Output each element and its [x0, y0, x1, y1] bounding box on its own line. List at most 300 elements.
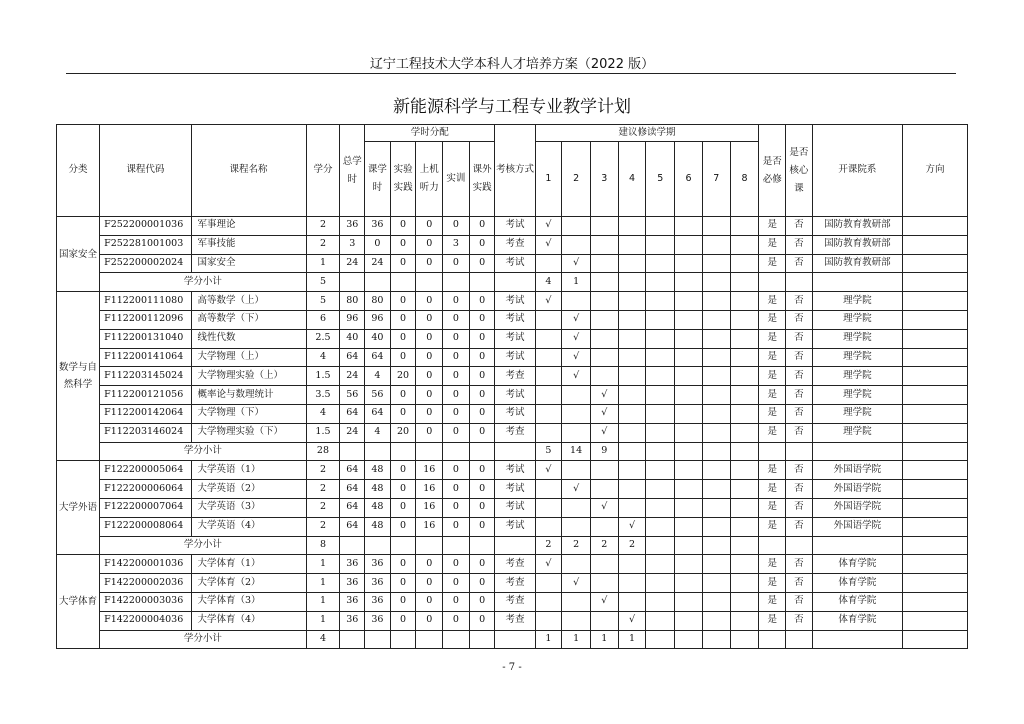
course-lecture: 0 [365, 235, 391, 254]
course-exam: 考试 [495, 480, 535, 499]
subtotal-empty [469, 536, 495, 555]
course-required: 是 [759, 292, 786, 311]
course-name: 大学英语（3） [191, 498, 306, 517]
semester-mark [562, 555, 591, 574]
semester-mark [646, 404, 675, 423]
semester-mark [562, 386, 591, 405]
course-core: 否 [786, 367, 813, 386]
course-name: 大学体育（4） [191, 611, 306, 630]
table-row [57, 423, 968, 442]
col-training: 实训 [443, 142, 470, 217]
course-core: 否 [786, 517, 813, 536]
table-row [57, 461, 968, 480]
course-exp: 20 [390, 423, 416, 442]
course-exp: 0 [390, 386, 416, 405]
course-total: 24 [340, 254, 365, 273]
course-credit: 1 [306, 574, 340, 593]
course-lecture: 56 [365, 386, 391, 405]
semester-mark [646, 592, 675, 611]
subtotal-semester [675, 630, 703, 649]
subtotal-semester: 4 [535, 273, 562, 292]
semester-mark [702, 254, 730, 273]
course-train: 0 [443, 348, 470, 367]
course-exp: 0 [390, 329, 416, 348]
semester-mark [646, 498, 675, 517]
table-row [57, 329, 968, 348]
course-extra: 0 [469, 423, 495, 442]
subtotal-empty [495, 630, 535, 649]
course-total: 96 [340, 310, 365, 329]
course-comp: 0 [416, 423, 443, 442]
course-name: 大学英语（1） [191, 461, 306, 480]
course-core: 否 [786, 310, 813, 329]
table-row [57, 386, 968, 405]
course-train: 0 [443, 329, 470, 348]
subtotal-empty [443, 630, 470, 649]
semester-mark [646, 217, 675, 236]
subtotal-empty [416, 273, 443, 292]
semester-mark [535, 254, 562, 273]
course-credit: 1 [306, 592, 340, 611]
semester-mark [675, 555, 703, 574]
col-credit: 学分 [306, 125, 340, 217]
subtotal-empty [495, 442, 535, 461]
course-name: 线性代数 [191, 329, 306, 348]
semester-mark [646, 329, 675, 348]
course-comp: 0 [416, 555, 443, 574]
course-train: 0 [443, 461, 470, 480]
table-row [57, 480, 968, 499]
course-extra: 0 [469, 480, 495, 499]
course-required: 是 [759, 348, 786, 367]
course-code: F112200142064 [100, 404, 191, 423]
course-comp: 16 [416, 517, 443, 536]
subtotal-empty [786, 536, 813, 555]
semester-mark: √ [590, 404, 618, 423]
semester-mark [590, 254, 618, 273]
course-train: 3 [443, 235, 470, 254]
subtotal-semester [646, 442, 675, 461]
course-name: 大学体育（2） [191, 574, 306, 593]
semester-mark [590, 348, 618, 367]
course-extra: 0 [469, 592, 495, 611]
subtotal-empty [903, 630, 968, 649]
semester-mark [702, 423, 730, 442]
subtotal-semester [702, 273, 730, 292]
course-train: 0 [443, 498, 470, 517]
semester-mark: √ [562, 310, 591, 329]
course-name: 大学物理（上） [191, 348, 306, 367]
subtotal-semester [618, 442, 646, 461]
semester-mark [675, 498, 703, 517]
course-comp: 16 [416, 498, 443, 517]
subtotal-empty [469, 442, 495, 461]
semester-mark [618, 310, 646, 329]
course-comp: 0 [416, 574, 443, 593]
course-direction [903, 517, 968, 536]
subtotal-row [57, 630, 968, 649]
semester-mark [730, 348, 759, 367]
course-department: 外国语学院 [812, 461, 902, 480]
col-semester-2: 2 [562, 142, 591, 217]
semester-mark [702, 611, 730, 630]
course-name: 高等数学（上） [191, 292, 306, 311]
course-credit: 2 [306, 498, 340, 517]
course-required: 是 [759, 404, 786, 423]
semester-mark [590, 461, 618, 480]
document-header: 辽宁工程技术大学本科人才培养方案（2022 版） [369, 57, 655, 72]
course-lecture: 80 [365, 292, 391, 311]
course-total: 36 [340, 574, 365, 593]
course-exam: 考查 [495, 423, 535, 442]
semester-mark [675, 235, 703, 254]
semester-mark: √ [590, 498, 618, 517]
course-exp: 0 [390, 461, 416, 480]
course-department: 理学院 [812, 423, 902, 442]
semester-mark [702, 235, 730, 254]
course-required: 是 [759, 480, 786, 499]
course-exam: 考试 [495, 348, 535, 367]
col-required: 是否必修 [759, 125, 786, 217]
course-name: 大学体育（3） [191, 592, 306, 611]
course-train: 0 [443, 310, 470, 329]
course-code: F112200112096 [100, 310, 191, 329]
course-extra: 0 [469, 555, 495, 574]
course-name: 军事理论 [191, 217, 306, 236]
course-train: 0 [443, 611, 470, 630]
course-train: 0 [443, 574, 470, 593]
subtotal-empty [469, 630, 495, 649]
course-lecture: 48 [365, 461, 391, 480]
semester-mark [730, 292, 759, 311]
subtotal-empty [443, 442, 470, 461]
subtotal-semester [646, 536, 675, 555]
course-total: 40 [340, 329, 365, 348]
col-category: 分类 [57, 125, 100, 217]
semester-mark [702, 498, 730, 517]
course-name: 概率论与数理统计 [191, 386, 306, 405]
course-credit: 2 [306, 517, 340, 536]
col-semester-5: 5 [646, 142, 675, 217]
course-code: F252281001003 [100, 235, 191, 254]
semester-mark [590, 235, 618, 254]
semester-mark [675, 310, 703, 329]
course-core: 否 [786, 592, 813, 611]
col-core: 是否核心课 [786, 125, 813, 217]
teaching-plan-table [56, 124, 968, 649]
semester-mark [562, 423, 591, 442]
semester-mark [730, 461, 759, 480]
course-extra: 0 [469, 235, 495, 254]
semester-mark [618, 292, 646, 311]
table-row [57, 498, 968, 517]
table-row [57, 555, 968, 574]
col-department: 开课院系 [812, 125, 902, 217]
semester-mark [590, 367, 618, 386]
course-credit: 5 [306, 292, 340, 311]
subtotal-semester: 5 [535, 442, 562, 461]
subtotal-empty [365, 442, 391, 461]
subtotal-empty [340, 273, 365, 292]
course-core: 否 [786, 555, 813, 574]
course-code: F142200003036 [100, 592, 191, 611]
semester-mark [646, 461, 675, 480]
subtotal-semester [730, 273, 759, 292]
subtotal-semester: 1 [562, 273, 591, 292]
semester-mark: √ [618, 611, 646, 630]
subtotal-empty [469, 273, 495, 292]
col-code: 课程代码 [100, 125, 191, 217]
course-credit: 1 [306, 555, 340, 574]
col-semester-1: 1 [535, 142, 562, 217]
course-total: 36 [340, 217, 365, 236]
course-required: 是 [759, 235, 786, 254]
subtotal-empty [812, 536, 902, 555]
semester-mark [618, 498, 646, 517]
semester-mark [646, 423, 675, 442]
course-credit: 2.5 [306, 329, 340, 348]
semester-mark [675, 574, 703, 593]
semester-mark [590, 310, 618, 329]
course-lecture: 64 [365, 348, 391, 367]
subtotal-empty [812, 630, 902, 649]
course-exam: 考试 [495, 461, 535, 480]
col-semester-7: 7 [702, 142, 730, 217]
semester-mark [702, 574, 730, 593]
col-total-hours: 总学时 [340, 125, 365, 217]
semester-mark [646, 367, 675, 386]
subtotal-credit: 28 [306, 442, 340, 461]
semester-mark [618, 254, 646, 273]
course-extra: 0 [469, 461, 495, 480]
course-code: F122200008064 [100, 517, 191, 536]
course-credit: 4 [306, 404, 340, 423]
subtotal-credit: 5 [306, 273, 340, 292]
course-train: 0 [443, 217, 470, 236]
course-train: 0 [443, 480, 470, 499]
course-train: 0 [443, 254, 470, 273]
course-exp: 0 [390, 555, 416, 574]
table-row [57, 310, 968, 329]
course-exam: 考试 [495, 292, 535, 311]
course-department: 外国语学院 [812, 517, 902, 536]
course-exp: 0 [390, 498, 416, 517]
table-row [57, 404, 968, 423]
table-body [57, 217, 968, 649]
course-direction [903, 310, 968, 329]
course-extra: 0 [469, 517, 495, 536]
course-exam: 考查 [495, 235, 535, 254]
subtotal-credit: 4 [306, 630, 340, 649]
semester-mark [730, 386, 759, 405]
semester-mark [618, 386, 646, 405]
course-extra: 0 [469, 348, 495, 367]
course-lecture: 64 [365, 404, 391, 423]
course-direction [903, 254, 968, 273]
course-department: 外国语学院 [812, 498, 902, 517]
course-required: 是 [759, 329, 786, 348]
course-lecture: 24 [365, 254, 391, 273]
course-core: 否 [786, 574, 813, 593]
semester-mark [618, 329, 646, 348]
course-required: 是 [759, 555, 786, 574]
course-total: 64 [340, 348, 365, 367]
subtotal-empty [812, 442, 902, 461]
course-direction [903, 386, 968, 405]
course-comp: 0 [416, 329, 443, 348]
course-exam: 考查 [495, 611, 535, 630]
semester-mark [702, 386, 730, 405]
semester-mark [590, 517, 618, 536]
course-department: 外国语学院 [812, 480, 902, 499]
course-exp: 0 [390, 611, 416, 630]
semester-mark [675, 329, 703, 348]
course-code: F252200002024 [100, 254, 191, 273]
subtotal-semester [730, 536, 759, 555]
course-lecture: 36 [365, 574, 391, 593]
semester-mark [618, 217, 646, 236]
course-exp: 0 [390, 404, 416, 423]
semester-mark [535, 329, 562, 348]
subtotal-empty [443, 273, 470, 292]
course-exam: 考试 [495, 404, 535, 423]
semester-mark [730, 517, 759, 536]
course-code: F252200001036 [100, 217, 191, 236]
course-department: 理学院 [812, 348, 902, 367]
course-exam: 考试 [495, 498, 535, 517]
semester-mark [730, 423, 759, 442]
subtotal-semester [675, 442, 703, 461]
course-required: 是 [759, 310, 786, 329]
course-direction [903, 348, 968, 367]
semester-mark [730, 254, 759, 273]
table-row [57, 292, 968, 311]
semester-mark [618, 461, 646, 480]
course-total: 36 [340, 611, 365, 630]
course-direction [903, 367, 968, 386]
course-comp: 0 [416, 404, 443, 423]
course-exp: 0 [390, 517, 416, 536]
course-direction [903, 292, 968, 311]
subtotal-semester: 1 [535, 630, 562, 649]
semester-mark: √ [590, 423, 618, 442]
semester-mark [618, 555, 646, 574]
subtotal-semester [618, 273, 646, 292]
subtotal-semester: 1 [562, 630, 591, 649]
semester-mark [535, 348, 562, 367]
subtotal-row [57, 536, 968, 555]
semester-mark [702, 217, 730, 236]
semester-mark [590, 292, 618, 311]
subtotal-empty [365, 630, 391, 649]
course-exam: 考试 [495, 517, 535, 536]
semester-mark [730, 235, 759, 254]
subtotal-semester: 1 [618, 630, 646, 649]
course-total: 36 [340, 592, 365, 611]
course-extra: 0 [469, 329, 495, 348]
semester-mark [618, 574, 646, 593]
semester-mark [730, 480, 759, 499]
subtotal-semester [702, 536, 730, 555]
subtotal-semester [675, 273, 703, 292]
semester-mark [646, 574, 675, 593]
course-exam: 考试 [495, 217, 535, 236]
semester-mark [702, 310, 730, 329]
course-extra: 0 [469, 254, 495, 273]
semester-mark [675, 423, 703, 442]
semester-mark [646, 555, 675, 574]
semester-mark [702, 348, 730, 367]
course-extra: 0 [469, 386, 495, 405]
semester-mark [646, 517, 675, 536]
subtotal-empty [812, 273, 902, 292]
course-department: 理学院 [812, 310, 902, 329]
course-direction [903, 404, 968, 423]
course-name: 大学英语（4） [191, 517, 306, 536]
semester-mark [535, 310, 562, 329]
course-credit: 2 [306, 235, 340, 254]
semester-mark [702, 404, 730, 423]
table-row [57, 235, 968, 254]
course-exp: 0 [390, 592, 416, 611]
course-total: 3 [340, 235, 365, 254]
course-train: 0 [443, 555, 470, 574]
course-department: 国防教育教研部 [812, 235, 902, 254]
semester-mark [675, 292, 703, 311]
course-exam: 考查 [495, 367, 535, 386]
course-exp: 0 [390, 292, 416, 311]
semester-mark [562, 217, 591, 236]
col-semester-3: 3 [590, 142, 618, 217]
subtotal-empty [390, 273, 416, 292]
semester-mark [730, 611, 759, 630]
course-required: 是 [759, 592, 786, 611]
course-name: 高等数学（下） [191, 310, 306, 329]
subtotal-empty [340, 630, 365, 649]
subtotal-row [57, 442, 968, 461]
course-code: F112203146024 [100, 423, 191, 442]
course-comp: 16 [416, 480, 443, 499]
course-direction [903, 592, 968, 611]
course-department: 理学院 [812, 329, 902, 348]
course-code: F142200002036 [100, 574, 191, 593]
subtotal-empty [443, 536, 470, 555]
subtotal-semester [646, 273, 675, 292]
course-department: 体育学院 [812, 555, 902, 574]
course-core: 否 [786, 217, 813, 236]
course-total: 64 [340, 480, 365, 499]
semester-mark [675, 592, 703, 611]
col-semester-6: 6 [675, 142, 703, 217]
course-direction [903, 423, 968, 442]
course-total: 64 [340, 404, 365, 423]
semester-mark: √ [590, 592, 618, 611]
semester-mark [562, 498, 591, 517]
header-rule [66, 73, 956, 74]
semester-mark [646, 480, 675, 499]
subtotal-empty [416, 630, 443, 649]
col-experiment: 实验实践 [390, 142, 416, 217]
course-required: 是 [759, 423, 786, 442]
course-lecture: 36 [365, 217, 391, 236]
semester-mark [730, 555, 759, 574]
course-lecture: 36 [365, 555, 391, 574]
semester-mark: √ [590, 386, 618, 405]
course-department: 理学院 [812, 386, 902, 405]
subtotal-empty [416, 536, 443, 555]
semester-mark: √ [562, 480, 591, 499]
course-total: 56 [340, 386, 365, 405]
